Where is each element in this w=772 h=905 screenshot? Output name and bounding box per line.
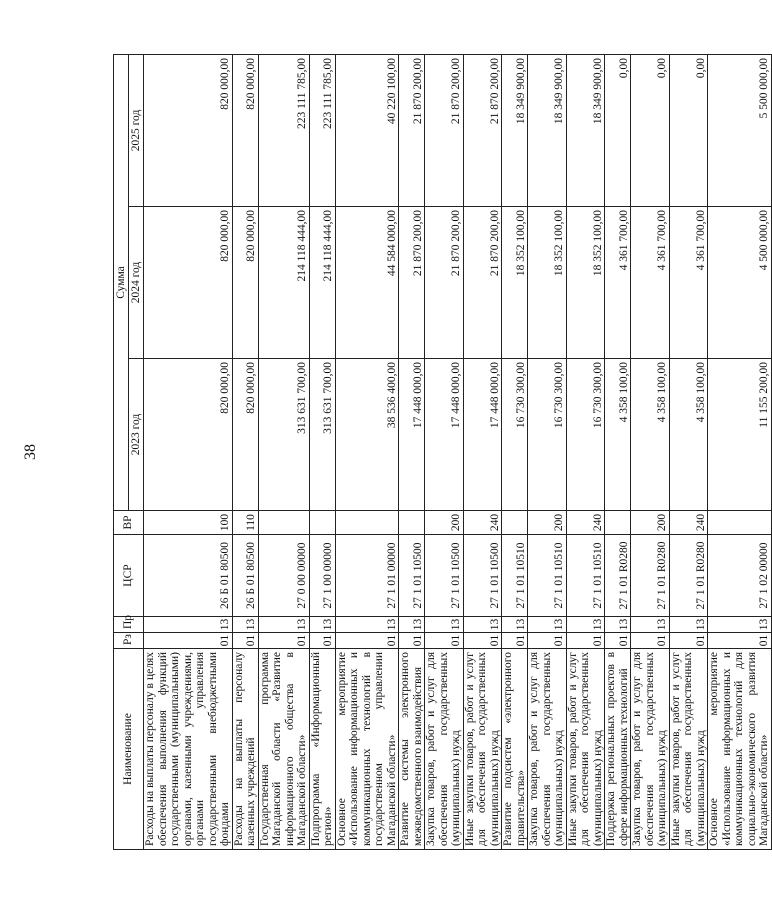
cell-2023: 17 448 000,00 — [399, 359, 425, 511]
cell-name: Закупка товаров, работ и услуг для обеспечения государственных (муниципальных) нужд — [425, 649, 464, 850]
cell-vr — [605, 511, 631, 535]
cell-vr: 200 — [528, 511, 567, 535]
rotated-table-container — [113, 55, 770, 850]
cell-2023: 4 358 100,00 — [631, 359, 670, 511]
cell-2025: 18 349 900,00 — [566, 54, 605, 206]
cell-2025: 820 000,00 — [144, 54, 233, 206]
cell-2024: 214 118 444,00 — [258, 207, 309, 359]
cell-rz: 01 — [335, 633, 399, 649]
cell-csr: 27 1 01 R0280 — [605, 535, 631, 617]
cell-rz: 01 — [528, 633, 567, 649]
cell-rz: 01 — [605, 633, 631, 649]
cell-csr: 27 1 01 10510 — [566, 535, 605, 617]
cell-2025: 5 500 000,00 — [708, 54, 772, 206]
cell-2024: 820 000,00 — [232, 207, 258, 359]
cell-pr: 13 — [258, 617, 309, 633]
header-name: Наименование — [114, 649, 144, 850]
cell-pr: 13 — [566, 617, 605, 633]
cell-name: Иные закупки товаров, работ и услуг для обеспечения государственных (муниципальных) нужд — [463, 649, 502, 850]
cell-2025: 0,00 — [631, 54, 670, 206]
cell-2024: 44 584 000,00 — [335, 207, 399, 359]
cell-csr: 27 1 01 R0280 — [669, 535, 708, 617]
cell-csr: 27 1 01 10500 — [425, 535, 464, 617]
cell-name: Государственная программа Магаданской области «Развитие информационного общества в Магаданской области» — [258, 649, 309, 850]
header-csr: ЦСР — [114, 535, 144, 617]
cell-csr: 26 Б 01 80500 — [232, 535, 258, 617]
cell-vr — [258, 511, 309, 535]
cell-vr: 200 — [631, 511, 670, 535]
cell-2023: 17 448 000,00 — [425, 359, 464, 511]
cell-pr: 13 — [463, 617, 502, 633]
cell-rz: 01 — [463, 633, 502, 649]
cell-2023: 820 000,00 — [144, 359, 233, 511]
cell-csr: 27 1 01 R0280 — [631, 535, 670, 617]
cell-name: Развитие системы электронного межведомственного взаимодействия — [399, 649, 425, 850]
table-row — [566, 54, 605, 849]
table-row — [463, 54, 502, 849]
cell-2024: 4 361 700,00 — [605, 207, 631, 359]
cell-rz: 01 — [144, 633, 233, 649]
cell-2023: 16 730 300,00 — [502, 359, 528, 511]
cell-csr: 26 Б 01 80500 — [144, 535, 233, 617]
cell-2025: 223 111 785,00 — [309, 54, 335, 206]
cell-csr: 27 1 01 10500 — [463, 535, 502, 617]
cell-pr: 13 — [708, 617, 772, 633]
cell-2025: 18 349 900,00 — [528, 54, 567, 206]
cell-name: Поддержка региональных проектов в сфере информационных технологий — [605, 649, 631, 850]
header-sum: Сумма — [114, 54, 129, 510]
cell-2025: 21 870 200,00 — [425, 54, 464, 206]
header-rz: Рз — [114, 633, 144, 649]
cell-2023: 38 536 400,00 — [335, 359, 399, 511]
cell-2025: 21 870 200,00 — [463, 54, 502, 206]
cell-pr: 13 — [309, 617, 335, 633]
cell-pr: 13 — [232, 617, 258, 633]
cell-csr: 27 1 02 00000 — [708, 535, 772, 617]
table-row — [144, 54, 233, 849]
cell-2025: 0,00 — [669, 54, 708, 206]
cell-vr — [309, 511, 335, 535]
cell-rz: 01 — [502, 633, 528, 649]
header-2025: 2025 год — [129, 54, 144, 206]
cell-2023: 16 730 300,00 — [528, 359, 567, 511]
cell-name: Подпрограмма «Информационный регион» — [309, 649, 335, 850]
cell-2024: 820 000,00 — [144, 207, 233, 359]
cell-2025: 820 000,00 — [232, 54, 258, 206]
cell-pr: 13 — [605, 617, 631, 633]
table-row — [708, 54, 772, 849]
header-2023: 2023 год — [129, 359, 144, 511]
cell-2023: 16 730 300,00 — [566, 359, 605, 511]
cell-2024: 4 361 700,00 — [669, 207, 708, 359]
cell-2025: 18 349 900,00 — [502, 54, 528, 206]
cell-vr — [399, 511, 425, 535]
cell-2023: 17 448 000,00 — [463, 359, 502, 511]
table-row — [309, 54, 335, 849]
cell-2024: 21 870 200,00 — [425, 207, 464, 359]
cell-pr: 13 — [399, 617, 425, 633]
cell-vr: 110 — [232, 511, 258, 535]
cell-pr: 13 — [144, 617, 233, 633]
cell-2024: 4 361 700,00 — [631, 207, 670, 359]
cell-rz: 01 — [258, 633, 309, 649]
cell-vr: 240 — [463, 511, 502, 535]
cell-vr: 200 — [425, 511, 464, 535]
cell-2023: 313 631 700,00 — [309, 359, 335, 511]
cell-2024: 18 352 100,00 — [502, 207, 528, 359]
cell-vr — [708, 511, 772, 535]
cell-csr: 27 0 00 00000 — [258, 535, 309, 617]
cell-csr: 27 1 01 10510 — [502, 535, 528, 617]
header-2024: 2024 год — [129, 207, 144, 359]
cell-rz: 01 — [708, 633, 772, 649]
table-body — [144, 54, 772, 849]
cell-2024: 21 870 200,00 — [399, 207, 425, 359]
cell-rz: 01 — [425, 633, 464, 649]
header-pr: Пр — [114, 617, 144, 633]
budget-table — [113, 54, 772, 850]
cell-name: Расходы на выплаты персоналу в целях обеспечения выполнения функций государственными (муниципальными) органами, казенными учреждениями, органами управления государственными внебюджетными фондами — [144, 649, 233, 850]
cell-2024: 21 870 200,00 — [463, 207, 502, 359]
table-row — [425, 54, 464, 849]
cell-2024: 18 352 100,00 — [528, 207, 567, 359]
header-vr: ВР — [114, 511, 144, 535]
table-row — [605, 54, 631, 849]
header-row-1 — [114, 54, 129, 849]
cell-2023: 11 155 200,00 — [708, 359, 772, 511]
cell-rz: 01 — [309, 633, 335, 649]
cell-pr: 13 — [528, 617, 567, 633]
cell-name: Основное мероприятие «Использование информационных и коммуникационных технологий в государственном управлении Магаданской области» — [335, 649, 399, 850]
page-number: 38 — [22, 444, 39, 460]
table-row — [335, 54, 399, 849]
cell-name: Иные закупки товаров, работ и услуг для обеспечения государственных (муниципальных) нужд — [566, 649, 605, 850]
table-row — [399, 54, 425, 849]
table-row — [669, 54, 708, 849]
cell-name: Иные закупки товаров, работ и услуг для обеспечения государственных (муниципальных) нужд — [669, 649, 708, 850]
table-row — [631, 54, 670, 849]
cell-vr: 240 — [566, 511, 605, 535]
cell-vr: 240 — [669, 511, 708, 535]
cell-2024: 214 118 444,00 — [309, 207, 335, 359]
table-row — [258, 54, 309, 849]
cell-rz: 01 — [232, 633, 258, 649]
table-row — [528, 54, 567, 849]
cell-2025: 40 220 100,00 — [335, 54, 399, 206]
cell-pr: 13 — [669, 617, 708, 633]
cell-pr: 13 — [502, 617, 528, 633]
cell-2023: 820 000,00 — [232, 359, 258, 511]
cell-csr: 27 1 01 00000 — [335, 535, 399, 617]
cell-2025: 0,00 — [605, 54, 631, 206]
cell-pr: 13 — [631, 617, 670, 633]
cell-2025: 21 870 200,00 — [399, 54, 425, 206]
table-row — [232, 54, 258, 849]
cell-csr: 27 1 01 10510 — [528, 535, 567, 617]
cell-vr: 100 — [144, 511, 233, 535]
cell-name: Основное мероприятие «Использование информационных и коммуникационных технологий для социально-экономического развития Магаданской области» — [708, 649, 772, 850]
cell-rz: 01 — [631, 633, 670, 649]
cell-pr: 13 — [425, 617, 464, 633]
cell-2024: 18 352 100,00 — [566, 207, 605, 359]
cell-rz: 01 — [566, 633, 605, 649]
cell-name: Закупка товаров, работ и услуг для обеспечения государственных (муниципальных) нужд — [631, 649, 670, 850]
cell-name: Закупка товаров, работ и услуг для обеспечения государственных (муниципальных) нужд — [528, 649, 567, 850]
cell-2024: 4 500 000,00 — [708, 207, 772, 359]
cell-csr: 27 1 01 10500 — [399, 535, 425, 617]
cell-2023: 4 358 100,00 — [669, 359, 708, 511]
cell-2023: 4 358 100,00 — [605, 359, 631, 511]
table-row — [502, 54, 528, 849]
cell-rz: 01 — [399, 633, 425, 649]
cell-vr — [502, 511, 528, 535]
cell-csr: 27 1 00 00000 — [309, 535, 335, 617]
cell-name: Расходы на выплаты персоналу казенных учреждений — [232, 649, 258, 850]
cell-pr: 13 — [335, 617, 399, 633]
cell-vr — [335, 511, 399, 535]
cell-2023: 313 631 700,00 — [258, 359, 309, 511]
cell-name: Развитие подсистем «электронного правительства» — [502, 649, 528, 850]
cell-rz: 01 — [669, 633, 708, 649]
cell-2025: 223 111 785,00 — [258, 54, 309, 206]
